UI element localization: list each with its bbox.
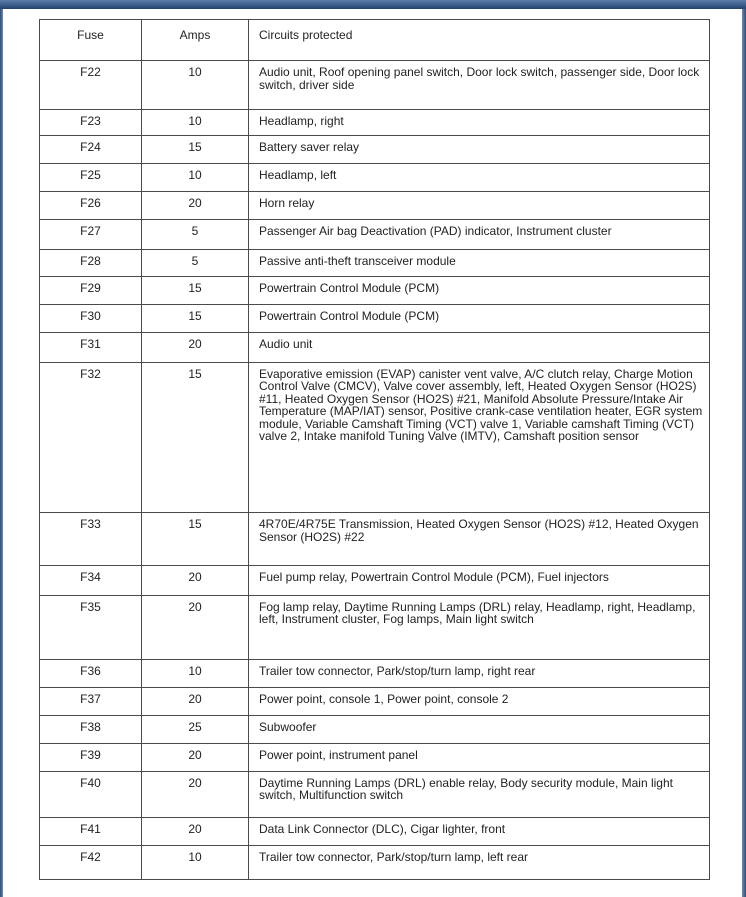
amps-cell: 20 [142, 688, 249, 716]
amps-cell: 5 [142, 249, 249, 277]
fuse-table-body [40, 20, 710, 880]
table-row [40, 513, 710, 566]
circuits-cell: Daytime Running Lamps (DRL) enable relay, Body security module, Main light switch, Multifunction switch [249, 771, 710, 817]
amps-cell: 10 [142, 61, 249, 109]
circuits-cell: Subwoofer [249, 716, 710, 744]
amps-cell: 20 [142, 818, 249, 846]
circuits-cell: 4R70E/4R75E Transmission, Heated Oxygen Sensor (HO2S) #12, Heated Oxygen Sensor (HO2S) #22 [249, 513, 710, 566]
fuse-table [39, 19, 710, 880]
circuits-cell: Trailer tow connector, Park/stop/turn lamp, left rear [249, 845, 710, 879]
fuse-cell: F39 [40, 743, 142, 771]
fuse-cell: F33 [40, 513, 142, 566]
fuse-cell: F38 [40, 716, 142, 744]
table-row [40, 743, 710, 771]
fuse-cell: F36 [40, 660, 142, 688]
fuse-cell: F29 [40, 277, 142, 305]
amps-cell: 10 [142, 660, 249, 688]
table-row [40, 305, 710, 333]
circuits-cell: Battery saver relay [249, 136, 710, 164]
table-row [40, 565, 710, 595]
amps-column-header: Amps [142, 20, 249, 61]
table-row [40, 277, 710, 305]
amps-cell: 20 [142, 565, 249, 595]
amps-cell: 20 [142, 333, 249, 363]
fuse-cell: F24 [40, 136, 142, 164]
table-row [40, 61, 710, 109]
fuse-cell: F28 [40, 249, 142, 277]
amps-cell: 20 [142, 743, 249, 771]
circuits-cell: Passive anti-theft transceiver module [249, 249, 710, 277]
fuse-cell: F30 [40, 305, 142, 333]
amps-cell: 5 [142, 219, 249, 249]
circuits-cell: Evaporative emission (EVAP) canister vent valve, A/C clutch relay, Charge Motion Control Valve (CMCV), Valve cover assembly, left, Heated Oxygen Sensor (HO2S) #11, Heated Oxygen Sensor (HO2S) #21, Manifold Absolute Pressure/Intake Air Temperature (MAP/IAT) sensor, Positive crank-case ventilation heater, EGR system module, Variable Camshaft Timing (VCT) valve 1, Variable camshaft Timing (VCT) valve 2, Intake manifold Tuning Valve (IMTV), Camshaft position sensor [249, 362, 710, 512]
table-row [40, 845, 710, 879]
fuse-cell: F37 [40, 688, 142, 716]
table-row [40, 595, 710, 660]
amps-cell: 10 [142, 109, 249, 136]
circuits-cell: Trailer tow connector, Park/stop/turn lamp, right rear [249, 660, 710, 688]
circuits-cell: Passenger Air bag Deactivation (PAD) indicator, Instrument cluster [249, 219, 710, 249]
table-row [40, 191, 710, 219]
fuse-cell: F27 [40, 219, 142, 249]
amps-cell: 15 [142, 513, 249, 566]
amps-cell: 15 [142, 362, 249, 512]
circuits-column-header: Circuits protected [249, 20, 710, 61]
amps-cell: 15 [142, 305, 249, 333]
circuits-cell: Power point, console 1, Power point, console 2 [249, 688, 710, 716]
fuse-cell: F32 [40, 362, 142, 512]
fuse-cell: F35 [40, 595, 142, 660]
circuits-cell: Horn relay [249, 191, 710, 219]
circuits-cell: Data Link Connector (DLC), Cigar lighter, front [249, 818, 710, 846]
table-row [40, 249, 710, 277]
circuits-cell: Powertrain Control Module (PCM) [249, 305, 710, 333]
table-row [40, 716, 710, 744]
table-row [40, 333, 710, 363]
circuits-cell: Headlamp, right [249, 109, 710, 136]
amps-cell: 20 [142, 191, 249, 219]
fuse-cell: F25 [40, 164, 142, 192]
amps-cell: 20 [142, 595, 249, 660]
amps-cell: 25 [142, 716, 249, 744]
circuits-cell: Powertrain Control Module (PCM) [249, 277, 710, 305]
table-row [40, 771, 710, 817]
header-row [40, 20, 710, 61]
amps-cell: 15 [142, 136, 249, 164]
amps-cell: 10 [142, 845, 249, 879]
table-row [40, 362, 710, 512]
table-row [40, 219, 710, 249]
fuse-cell: F22 [40, 61, 142, 109]
fuse-cell: F40 [40, 771, 142, 817]
fuse-cell: F23 [40, 109, 142, 136]
circuits-cell: Audio unit [249, 333, 710, 363]
table-row [40, 688, 710, 716]
table-row [40, 660, 710, 688]
fuse-column-header: Fuse [40, 20, 142, 61]
amps-cell: 20 [142, 771, 249, 817]
table-row [40, 109, 710, 136]
window-right-frame [742, 9, 746, 897]
circuits-cell: Power point, instrument panel [249, 743, 710, 771]
fuse-cell: F26 [40, 191, 142, 219]
fuse-cell: F42 [40, 845, 142, 879]
fuse-cell: F34 [40, 565, 142, 595]
fuse-cell: F41 [40, 818, 142, 846]
fuse-cell: F31 [40, 333, 142, 363]
table-row [40, 818, 710, 846]
circuits-cell: Fuel pump relay, Powertrain Control Module (PCM), Fuel injectors [249, 565, 710, 595]
circuits-cell: Headlamp, left [249, 164, 710, 192]
circuits-cell: Fog lamp relay, Daytime Running Lamps (DRL) relay, Headlamp, right, Headlamp, left, Instrument cluster, Fog lamps, Main light switch [249, 595, 710, 660]
table-row [40, 136, 710, 164]
circuits-cell: Audio unit, Roof opening panel switch, Door lock switch, passenger side, Door lock switch, driver side [249, 61, 710, 109]
window-left-frame [0, 9, 3, 897]
amps-cell: 10 [142, 164, 249, 192]
window-top-frame [0, 0, 746, 9]
table-row [40, 164, 710, 192]
amps-cell: 15 [142, 277, 249, 305]
